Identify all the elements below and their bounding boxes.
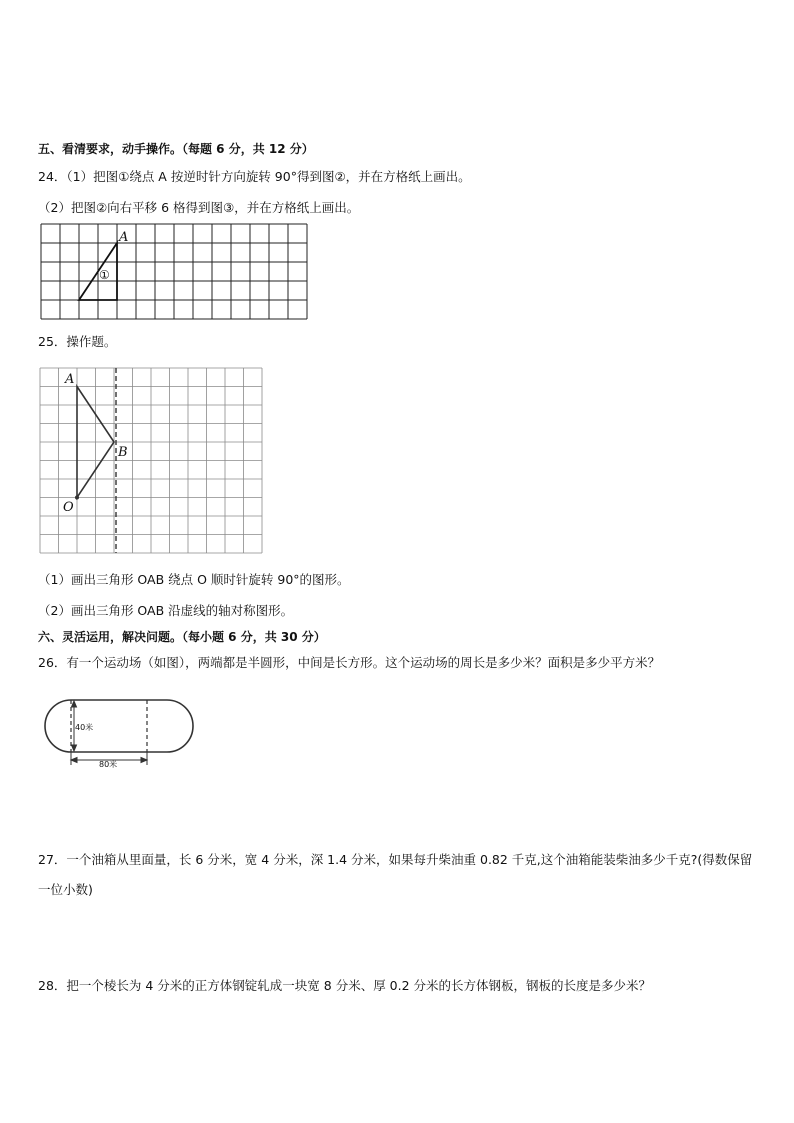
question-26-text: 26．有一个运动场（如图），两端都是半圆形，中间是长方形。这个运动场的周长是多少米？面积是多少平方米？ (38, 655, 661, 670)
question-26-stadium-figure (46, 697, 206, 769)
question-24-grid-figure (41, 224, 309, 324)
section-5-heading: 五、看清要求，动手操作。（每题 6 分，共 12 分） (38, 142, 314, 156)
question-24-part-2: （2）把图②向右平移 6 格得到图③，并在方格纸上画出。 (38, 200, 360, 215)
point-a-label: A (119, 230, 129, 245)
point-a-label: A (65, 372, 75, 387)
question-25-sub-1: （1）画出三角形 OAB 绕点 O 顺时针旋转 90°的图形。 (38, 572, 350, 587)
point-o-dot (75, 496, 79, 500)
question-25-grid-figure (40, 368, 266, 554)
shape-1-label: ① (99, 268, 110, 282)
question-28-text: 28．把一个棱长为 4 分米的正方体钢锭轧成一块宽 8 分米、厚 0.2 分米的长方体钢板，钢板的长度是多少米？ (38, 978, 652, 993)
question-25-sub-2: （2）画出三角形 OAB 沿虚线的轴对称图形。 (38, 603, 294, 618)
question-27-text: 27．一个油箱从里面量，长 6 分米，宽 4 分米，深 1.4 分米，如果每升柴油重 0.82 千克,这个油箱能装柴油多少千克?(得数保留一位小数) (38, 852, 753, 897)
question-25-title: 25．操作题。 (38, 334, 117, 349)
point-b-label: B (118, 445, 128, 460)
grid-lines (41, 224, 307, 319)
section-6-heading: 六、灵活运用，解决问题。（每小题 6 分，共 30 分） (38, 630, 326, 644)
length-label: 80米 (99, 760, 118, 769)
width-label: 40米 (75, 723, 94, 732)
stadium-outline (45, 700, 193, 752)
point-o-label: O (63, 500, 74, 515)
grid-lines (40, 368, 262, 553)
question-24-part-1: 24．（1）把图①绕点 A 按逆时针方向旋转 90°得到图②，并在方格纸上画出。 (38, 169, 471, 184)
